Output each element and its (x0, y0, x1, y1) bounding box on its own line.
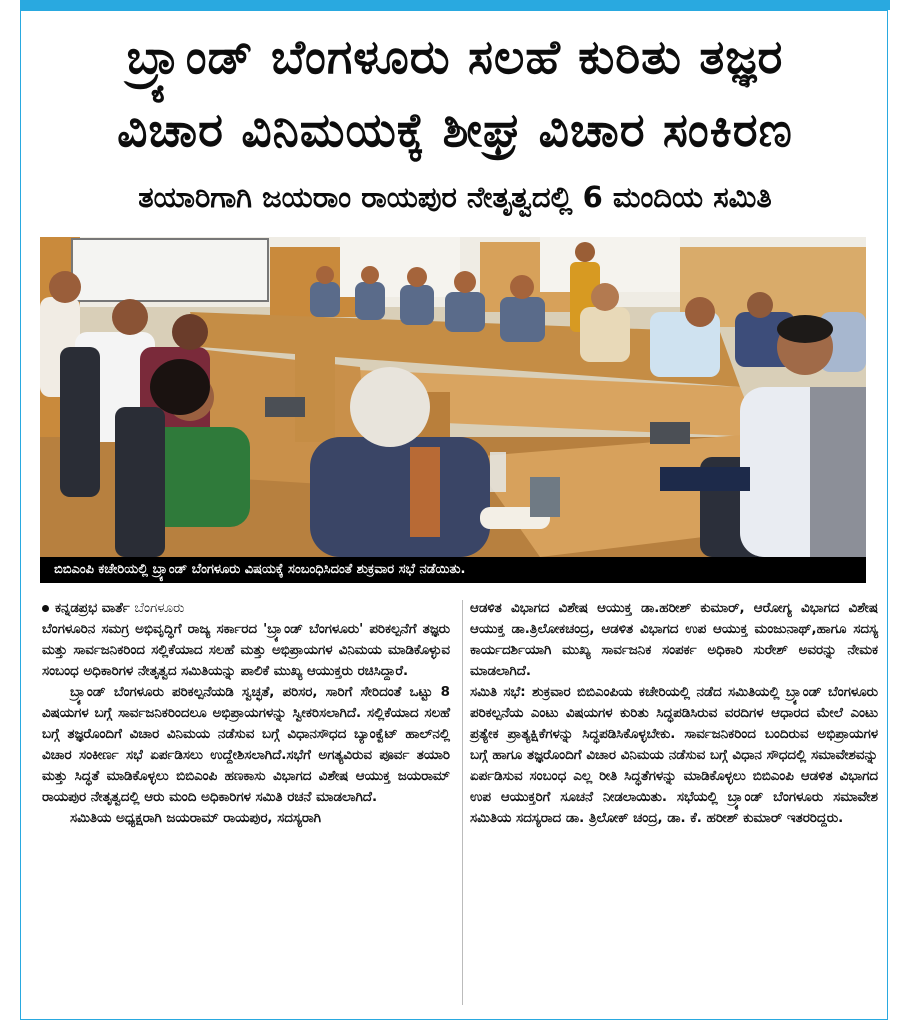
article-column-right (470, 598, 878, 829)
column-divider (462, 600, 463, 1005)
article-paragraph-5 (470, 682, 878, 829)
article-paragraph-4: ಆಡಳಿತ ವಿಭಾಗದ ವಿಶೇಷ ಆಯುಕ್ತ ಡಾ.ಹರೀಶ್ ಕುಮಾರ್, ಆರೋಗ್ಯ ವಿಭಾಗದ ವಿಶೇಷ ಆಯುಕ್ತ ಡಾ.ತ್ರಿಲೋಕಚಂದ್ರ, ಆಡಳಿತ ವಿಭಾಗದ ಉಪ ಆಯುಕ್ತ ಮಂಜುನಾಥ್,ಹಾಗೂ ಸದಸ್ಯ ಕಾರ್ಯದರ್ಶಿಯಾಗಿ ಮುಖ್ಯ ಸಾರ್ವಜನಿಕ ಸಂಪರ್ಕ ಅಧಿಕಾರಿ ಸುರೇಶ್ ಅವರನ್ನು ನೇಮಕ ಮಾಡಲಾಗಿದೆ. (470, 601, 878, 679)
subheadline: ತಯಾರಿಗಾಗಿ ಜಯರಾಂ ರಾಯಪುರ ನೇತೃತ್ವದಲ್ಲಿ 6 ಮಂದಿಯ ಸಮಿತಿ (138, 180, 772, 214)
article-paragraph-3: ಸಮಿತಿಯ ಅಧ್ಯಕ್ಷರಾಗಿ ಜಯರಾಮ್ ರಾಯಪುರ, ಸದಸ್ಯರಾಗಿ (70, 811, 322, 826)
byline-location: ಬೆಂಗಳೂರು (134, 601, 185, 616)
article-paragraph-5-body: ಶುಕ್ರವಾರ ಬಿಬಿಎಂಪಿಯ ಕಚೇರಿಯಲ್ಲಿ ನಡೆದ ಸಮಿತಿಯಲ್ಲಿ ಬ್ರ್ಯಾಂಡ್ ಬೆಂಗಳೂರು ಪರಿಕಲ್ಪನೆಯ ಎಂಟು ವಿಷಯಗಳ ಕುರಿತು ಸಿದ್ಧಪಡಿಸಿರುವ ವರದಿಗಳ ಆಧಾರದ ಮೇಲೆ ಎಂಟು ಪ್ರತ್ಯೇಕ ಪ್ರಾತ್ಯಕ್ಷಿಕೆಗಳನ್ನು ಸಿದ್ಧಪಡಿಸಿಕೊಳ್ಳಬೇಕು. ಸಾರ್ವಜನಿಕರಿಂದ ಬಂದಿರುವ ಅಭಿಪ್ರಾಯಗಳ ಬಗ್ಗೆ ಹಾಗೂ ತಜ್ಞರೊಂದಿಗೆ ವಿಚಾರ ವಿನಿಮಯ ನಡೆಸುವ ಬಗ್ಗೆ ವಿಧಾನ ಸೌಧದಲ್ಲಿ ಸಮಾವೇಶವನ್ನು ಏರ್ಪಡಿಸುವ ಸಂಬಂಧ ಎಲ್ಲ ರೀತಿ ಸಿದ್ಧತೆಗಳನ್ನು ಮಾಡಿಕೊಳ್ಳಲು ಬಿಬಿಎಂಪಿ ಆಡಳಿತ ವಿಭಾಗದ ಉಪ ಆಯುಕ್ತರಿಗೆ ಸೂಚನೆ ನೀಡಲಾಯಿತು. ಸಭೆಯಲ್ಲಿ ಬ್ರ್ಯಾಂಡ್ ಬೆಂಗಳೂರು ಸಮಾವೇಶ ಸಮಿತಿಯ ಸದಸ್ಯರಾದ ಡಾ. ತ್ರಿಲೋಕ್ ಚಂದ್ರ, ಡಾ. ಕೆ. ಹರೀಶ್ ಕುಮಾರ್ ಇತರರಿದ್ದರು. (470, 685, 878, 826)
article-paragraph-1: ಬೆಂಗಳೂರಿನ ಸಮಗ್ರ ಅಭಿವೃದ್ಧಿಗೆ ರಾಜ್ಯ ಸರ್ಕಾರದ 'ಬ್ರ್ಯಾಂಡ್ ಬೆಂಗಳೂರು' ಪರಿಕಲ್ಪನೆಗೆ ತಜ್ಞರು ಮತ್ತು ಸಾರ್ವಜನಿಕರಿಂದ ಸಲ್ಲಿಕೆಯಾದ ಸಲಹೆ ಮತ್ತು ಅಭಿಪ್ರಾಯಗಳ ವಿನಿಮಯ ಮಾಡಿಕೊಳ್ಳುವ ಸಂಬಂಧ ಅಧಿಕಾರಿಗಳ ನೇತೃತ್ವದ ಸಮಿತಿಯನ್ನು ಪಾಲಿಕೆ ಮುಖ್ಯ ಆಯುಕ್ತರು ರಚಿಸಿದ್ದಾರೆ. (42, 622, 450, 679)
top-accent-bar (20, 0, 890, 10)
bullet-icon (42, 605, 49, 612)
byline-source: ಕನ್ನಡಪ್ರಭ ವಾರ್ತೆ (55, 601, 130, 616)
headline-line-1: ಬ್ರ್ಯಾಂಡ್ ಬೆಂಗಳೂರು ಸಲಹೆ ಕುರಿತು ತಜ್ಞರ (126, 30, 784, 85)
photo-caption: ಬಿಬಿಎಂಪಿ ಕಚೇರಿಯಲ್ಲಿ ಬ್ರ್ಯಾಂಡ್ ಬೆಂಗಳೂರು ವಿಷಯಕ್ಕೆ ಸಂಬಂಧಿಸಿದಂತೆ ಶುಕ್ರವಾರ ಸಭೆ ನಡೆಯಿತು. (40, 557, 866, 583)
article-column-left (42, 598, 450, 829)
headline-line-2: ವಿಚಾರ ವಿನಿಮಯಕ್ಕೆ ಶೀಘ್ರ ವಿಚಾರ ಸಂಕಿರಣ (117, 103, 793, 158)
byline (42, 598, 450, 619)
meeting-photo (40, 237, 866, 557)
subhead-committee-meeting: ಸಮಿತಿ ಸಭೆ: (470, 685, 526, 700)
article-paragraph-2: ಬ್ರ್ಯಾಂಡ್ ಬೆಂಗಳೂರು ಪರಿಕಲ್ಪನೆಯಡಿ ಸ್ವಚ್ಛತೆ, ಪರಿಸರ, ಸಾರಿಗೆ ಸೇರಿದಂತೆ ಒಟ್ಟು 8 ವಿಷಯಗಳ ಬಗ್ಗೆ ಸಾರ್ವಜನಿಕರಿಂದಲೂ ಅಭಿಪ್ರಾಯಗಳನ್ನು ಸ್ವೀಕರಿಸಲಾಗಿದೆ. ಸಲ್ಲಿಕೆಯಾದ ಸಲಹೆ ಬಗ್ಗೆ ತಜ್ಞರೊಂದಿಗೆ ವಿಚಾರ ವಿನಿಮಯ ನಡೆಸುವ ಬಗ್ಗೆ ವಿಧಾನಸೌಧದ ಬ್ಯಾಂಕ್ವೆಟ್ ಹಾಲ್‌ನಲ್ಲಿ ವಿಚಾರ ಸಂಕೀರ್ಣ ಸಭೆ ಏರ್ಪಡಿಸಲು ಉದ್ದೇಶಿಸಲಾಗಿದೆ.ಸಭೆಗೆ ಅಗತ್ಯವಿರುವ ಪೂರ್ವ ತಯಾರಿ ಮತ್ತು ಸಿದ್ಧತೆ ಮಾಡಿಕೊಳ್ಳಲು ಬಿಬಿಎಂಪಿ ಹಣಕಾಸು ವಿಭಾಗದ ವಿಶೇಷ ಆಯುಕ್ತ ಜಯರಾಮ್ ರಾಯಪುರ ನೇತೃತ್ವದಲ್ಲಿ ಆರು ಮಂದಿ ಅಧಿಕಾರಿಗಳ ಸಮಿತಿ ರಚನೆ ಮಾಡಲಾಗಿದೆ. (42, 685, 450, 805)
